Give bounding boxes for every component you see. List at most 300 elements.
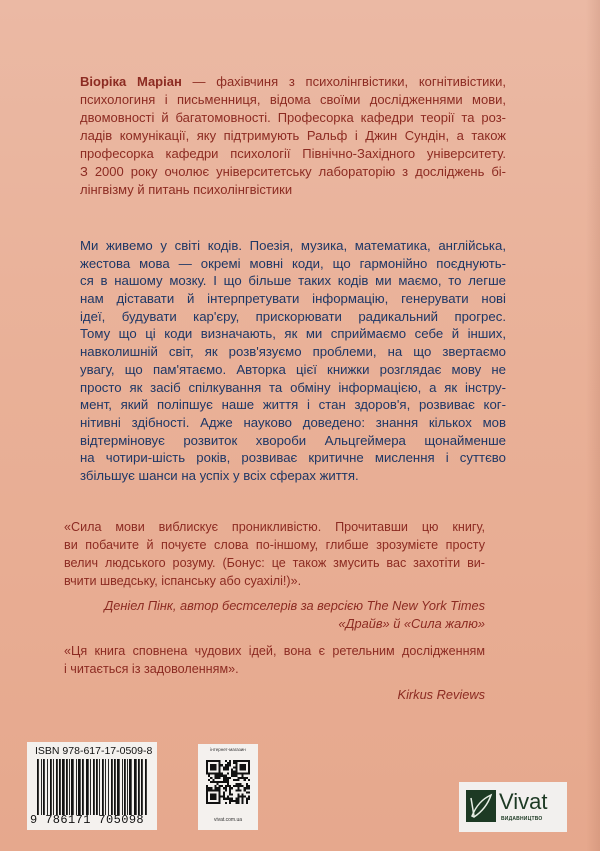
barcode-bar xyxy=(102,759,104,815)
qr-module xyxy=(240,783,242,785)
qr-module xyxy=(246,760,248,762)
qr-module xyxy=(246,791,248,793)
qr-module xyxy=(206,785,208,787)
qr-module xyxy=(242,777,244,779)
qr-module xyxy=(216,775,218,777)
qr-module xyxy=(219,781,221,783)
barcode-bar xyxy=(111,759,113,815)
bio-line: професорка кафедри психології Північно-Західного університету. xyxy=(80,146,506,161)
qr-module xyxy=(244,773,246,775)
qr-module xyxy=(242,796,244,798)
qr-module xyxy=(206,766,208,768)
qr-module xyxy=(231,800,233,802)
qr-module xyxy=(233,766,235,768)
qr-module xyxy=(210,789,212,791)
qr-module xyxy=(237,760,239,762)
qr-module xyxy=(246,798,248,800)
qr-module xyxy=(206,773,208,775)
qr-module xyxy=(248,785,250,787)
qr-module xyxy=(216,783,218,785)
barcode-bar xyxy=(66,759,68,815)
qr-module xyxy=(235,766,237,768)
qr-module xyxy=(231,773,233,775)
qr-module xyxy=(223,794,225,796)
qr-module xyxy=(233,760,235,762)
qr-module xyxy=(229,760,231,762)
qr-module xyxy=(223,766,225,768)
qr-module xyxy=(225,777,227,779)
qr-module xyxy=(206,794,208,796)
qr-module xyxy=(225,764,227,766)
qr-module xyxy=(235,802,237,804)
qr-module xyxy=(212,794,214,796)
qr-module xyxy=(208,787,210,789)
barcode-bar xyxy=(47,759,48,815)
qr-module xyxy=(223,796,225,798)
barcode-bar xyxy=(62,759,65,815)
qr-module xyxy=(227,773,229,775)
barcode-bar xyxy=(96,759,98,815)
barcode-bar xyxy=(43,759,45,815)
qr-module xyxy=(248,787,250,789)
book-description xyxy=(80,237,506,485)
quote-attribution-kirkus: Kirkus Reviews xyxy=(397,687,485,702)
qr-module xyxy=(214,787,216,789)
description-line: відтерміновує розвиток хвороби Альцгеймера щонайменше xyxy=(80,432,506,448)
qr-module xyxy=(214,794,216,796)
barcode-bar xyxy=(71,759,74,815)
qr-module xyxy=(214,789,216,791)
qr-module xyxy=(227,798,229,800)
qr-module xyxy=(242,760,244,762)
review-quote-kirkus xyxy=(64,642,485,678)
qr-module xyxy=(212,779,214,781)
qr-module xyxy=(225,768,227,770)
qr-module xyxy=(216,777,218,779)
qr-module xyxy=(212,781,214,783)
qr-module xyxy=(219,787,221,789)
qr-module xyxy=(244,768,246,770)
qr-module xyxy=(229,798,231,800)
qr-module xyxy=(212,796,214,798)
qr-module xyxy=(206,791,208,793)
attribution-line: Деніел Пінк, автор бестселерів за версією The New York Times xyxy=(104,598,485,613)
qr-module xyxy=(212,760,214,762)
qr-module xyxy=(206,796,208,798)
qr-module xyxy=(206,798,208,800)
qr-module xyxy=(225,785,227,787)
qr-module xyxy=(240,785,242,787)
qr-module xyxy=(219,762,221,764)
barcode-bar xyxy=(37,759,39,815)
qr-module xyxy=(223,798,225,800)
barcode-bar xyxy=(78,759,81,815)
qr-module xyxy=(248,766,250,768)
author-bio xyxy=(80,73,506,199)
barcode-bar xyxy=(145,759,147,815)
qr-module xyxy=(214,777,216,779)
qr-module xyxy=(242,775,244,777)
qr-module xyxy=(237,796,239,798)
qr-module xyxy=(246,773,248,775)
qr-code-label xyxy=(198,744,258,830)
qr-module xyxy=(210,794,212,796)
qr-module xyxy=(216,789,218,791)
cover-edge-shadow xyxy=(586,0,600,851)
qr-module xyxy=(214,781,216,783)
attribution-line: «Драйв» й «Сила жалю» xyxy=(338,616,485,631)
qr-module xyxy=(246,800,248,802)
qr-module xyxy=(248,796,250,798)
barcode-bar xyxy=(53,759,54,815)
bio-line: двомовності й багатомовності. Професорка кафедри теорії та роз- xyxy=(80,110,506,125)
bio-line: психологиня і письменниця, відома своїми дослідженнями мови, xyxy=(80,92,506,107)
qr-module xyxy=(229,785,231,787)
qr-module xyxy=(206,764,208,766)
qr-module xyxy=(235,762,237,764)
feather-logo-icon xyxy=(466,790,496,822)
qr-module xyxy=(225,779,227,781)
qr-module xyxy=(214,773,216,775)
qr-module xyxy=(219,764,221,766)
qr-module xyxy=(231,775,233,777)
qr-module xyxy=(235,773,237,775)
barcode-bar xyxy=(90,759,91,815)
qr-module xyxy=(206,802,208,804)
barcode-bar xyxy=(59,759,61,815)
qr-module xyxy=(225,760,227,762)
qr-module xyxy=(246,802,248,804)
qr-module xyxy=(229,802,231,804)
qr-module xyxy=(231,794,233,796)
qr-module xyxy=(248,791,250,793)
qr-module xyxy=(225,781,227,783)
qr-module xyxy=(235,770,237,772)
description-line: збільшує шанси на успіх у всіх сферах життя. xyxy=(80,467,359,483)
qr-module xyxy=(233,773,235,775)
qr-caption: інтернет-магазин xyxy=(210,747,246,752)
bio-line: Віоріка Маріан — фахівчиня з психолінгвістики, когнітивістики, xyxy=(80,74,506,89)
qr-module xyxy=(237,779,239,781)
qr-module xyxy=(214,802,216,804)
barcode-bar xyxy=(99,759,100,815)
bio-line: З 2000 року очолює університетську лабораторію з досліджень бі- xyxy=(80,164,506,179)
qr-module xyxy=(227,764,229,766)
qr-module xyxy=(221,775,223,777)
qr-module xyxy=(242,764,244,766)
qr-module xyxy=(219,794,221,796)
qr-module xyxy=(216,802,218,804)
qr-module xyxy=(231,787,233,789)
qr-module xyxy=(206,789,208,791)
qr-module xyxy=(248,760,250,762)
barcode-digits: 9 786171 705098 xyxy=(30,813,145,827)
qr-module xyxy=(233,785,235,787)
qr-module xyxy=(221,796,223,798)
description-line: жестова мова — окремі мовні коди, що гармонійно поєднують- xyxy=(80,255,506,271)
qr-module xyxy=(227,796,229,798)
qr-module xyxy=(231,768,233,770)
qr-module xyxy=(223,779,225,781)
qr-module xyxy=(240,796,242,798)
qr-module xyxy=(225,802,227,804)
qr-module xyxy=(206,770,208,772)
qr-module xyxy=(248,770,250,772)
qr-module xyxy=(223,791,225,793)
qr-module xyxy=(237,773,239,775)
qr-module xyxy=(240,764,242,766)
barcode-bar xyxy=(129,759,132,815)
qr-module xyxy=(237,777,239,779)
qr-module xyxy=(248,768,250,770)
qr-module xyxy=(231,798,233,800)
qr-module xyxy=(221,773,223,775)
barcode-bar xyxy=(124,759,126,815)
review-quote-pink xyxy=(64,518,485,590)
description-line: Тому що ці коди визначають, як ми сприймаємо себе й інших, xyxy=(80,326,506,342)
qr-module xyxy=(219,773,221,775)
qr-module xyxy=(208,802,210,804)
qr-module xyxy=(233,779,235,781)
qr-module xyxy=(240,760,242,762)
barcode-bar xyxy=(134,759,137,815)
bio-line: лінгвізму й питань психолінгвістики xyxy=(80,182,293,197)
qr-module xyxy=(210,766,212,768)
qr-module xyxy=(237,798,239,800)
qr-module xyxy=(244,764,246,766)
qr-module xyxy=(208,760,210,762)
qr-module xyxy=(227,766,229,768)
qr-module xyxy=(210,777,212,779)
qr-module xyxy=(242,794,244,796)
qr-module xyxy=(242,785,244,787)
publisher-logo xyxy=(459,782,567,832)
qr-module xyxy=(244,789,246,791)
qr-module xyxy=(237,785,239,787)
qr-module xyxy=(214,760,216,762)
qr-module xyxy=(248,762,250,764)
qr-module xyxy=(210,768,212,770)
qr-module xyxy=(244,766,246,768)
qr-module xyxy=(235,768,237,770)
qr-module xyxy=(214,764,216,766)
qr-module xyxy=(244,796,246,798)
quote-line: і читається із задоволенням». xyxy=(64,662,239,676)
qr-module xyxy=(223,777,225,779)
qr-module xyxy=(229,791,231,793)
barcode-bar xyxy=(138,759,140,815)
qr-module xyxy=(237,789,239,791)
qr-module xyxy=(227,779,229,781)
qr-module xyxy=(208,773,210,775)
qr-module xyxy=(246,785,248,787)
qr-module xyxy=(242,768,244,770)
barcode-bar xyxy=(127,759,128,815)
description-line: мент, який поліпшує наше життя і стан здоров'я, розвиває ког- xyxy=(80,397,506,413)
qr-module xyxy=(223,787,225,789)
qr-module xyxy=(216,781,218,783)
qr-module xyxy=(219,766,221,768)
qr-module xyxy=(235,785,237,787)
qr-module xyxy=(242,773,244,775)
qr-module xyxy=(219,768,221,770)
qr-module xyxy=(235,800,237,802)
qr-module xyxy=(206,768,208,770)
quote-line: вчити шведську, іспанську або суахілі!)». xyxy=(64,574,302,588)
qr-module xyxy=(240,773,242,775)
qr-module xyxy=(219,789,221,791)
qr-module xyxy=(214,796,216,798)
qr-module xyxy=(225,766,227,768)
qr-module xyxy=(240,766,242,768)
qr-module xyxy=(225,775,227,777)
qr-module xyxy=(242,800,244,802)
quote-line: ви побачите й почуєте слова по-іншому, глибше зрозумієте просту xyxy=(64,538,485,552)
barcode-icon xyxy=(37,759,149,815)
qr-module xyxy=(214,798,216,800)
qr-module xyxy=(237,787,239,789)
qr-module xyxy=(221,781,223,783)
qr-module xyxy=(227,777,229,779)
qr-module xyxy=(210,764,212,766)
qr-module xyxy=(212,768,214,770)
qr-module xyxy=(208,775,210,777)
qr-module xyxy=(219,791,221,793)
qr-module xyxy=(223,781,225,783)
barcode-bar xyxy=(117,759,120,815)
qr-module xyxy=(214,775,216,777)
qr-module xyxy=(216,787,218,789)
qr-module xyxy=(235,783,237,785)
qr-module xyxy=(219,770,221,772)
qr-module xyxy=(208,789,210,791)
qr-module xyxy=(237,783,239,785)
qr-module xyxy=(219,802,221,804)
qr-module xyxy=(229,787,231,789)
publisher-name: Vivat xyxy=(499,789,548,814)
qr-module xyxy=(223,768,225,770)
qr-module xyxy=(210,802,212,804)
qr-module xyxy=(242,802,244,804)
qr-module xyxy=(240,777,242,779)
barcode-bar xyxy=(93,759,95,815)
qr-module xyxy=(208,779,210,781)
qr-module xyxy=(219,798,221,800)
qr-module xyxy=(235,760,237,762)
qr-module xyxy=(246,787,248,789)
qr-module xyxy=(233,762,235,764)
isbn-barcode-label xyxy=(27,742,157,830)
qr-module xyxy=(221,764,223,766)
qr-module xyxy=(210,798,212,800)
qr-module xyxy=(227,783,229,785)
qr-url: vivat.com.ua xyxy=(213,817,243,823)
qr-module xyxy=(229,762,231,764)
description-line: нам діставати й інтерпретувати інформацію, генерувати нові xyxy=(80,291,506,307)
qr-module xyxy=(210,787,212,789)
qr-module xyxy=(235,779,237,781)
qr-module xyxy=(206,800,208,802)
description-line: нітивні здібності. Адже науково доведено: знання кількох мов xyxy=(80,414,506,430)
qr-module xyxy=(227,785,229,787)
publisher-subtitle: ВИДАВНИЦТВО xyxy=(501,816,543,822)
qr-module xyxy=(237,800,239,802)
qr-module xyxy=(246,783,248,785)
qr-module xyxy=(240,789,242,791)
qr-module xyxy=(235,789,237,791)
qr-module xyxy=(221,785,223,787)
qr-module xyxy=(219,760,221,762)
qr-module xyxy=(212,764,214,766)
qr-module xyxy=(210,781,212,783)
qr-module xyxy=(214,768,216,770)
barcode-bar xyxy=(122,759,123,815)
description-line: ідеї, будувати кар'єру, прискорювати радикальний прогрес. xyxy=(80,308,506,324)
qr-module xyxy=(225,787,227,789)
qr-module xyxy=(248,779,250,781)
qr-module xyxy=(242,798,244,800)
barcode-bar xyxy=(76,759,77,815)
qr-module xyxy=(233,775,235,777)
qr-module xyxy=(219,796,221,798)
qr-module xyxy=(212,802,214,804)
qr-module xyxy=(219,777,221,779)
qr-module xyxy=(233,770,235,772)
qr-module xyxy=(229,764,231,766)
qr-module xyxy=(229,777,231,779)
qr-module xyxy=(231,770,233,772)
qr-module xyxy=(233,800,235,802)
qr-module xyxy=(216,773,218,775)
bio-line: ладів комунікації, яку підтримують Ральф і Джин Сундін, а також xyxy=(80,128,506,143)
quote-line: велич людського розуму. (Бонус: це також змусить вас захотіти ви- xyxy=(64,556,485,570)
qr-module xyxy=(235,775,237,777)
qr-module xyxy=(214,766,216,768)
qr-module xyxy=(210,760,212,762)
qr-module xyxy=(248,798,250,800)
isbn-number: ISBN 978-617-17-0509-8 xyxy=(35,745,153,757)
description-line: Ми живемо у світі кодів. Поезія, музика, математика, англійська, xyxy=(80,238,506,253)
qr-module xyxy=(210,796,212,798)
barcode-bar xyxy=(82,759,84,815)
qr-module xyxy=(223,775,225,777)
qr-module xyxy=(244,760,246,762)
barcode-bar xyxy=(69,759,70,815)
barcode-bar xyxy=(56,759,58,815)
description-line: ся в нашому мозку. І що більше таких кодів ми маємо, то легше xyxy=(80,273,506,289)
barcode-bar xyxy=(141,759,143,815)
qr-module xyxy=(240,768,242,770)
qr-module xyxy=(235,764,237,766)
qr-module xyxy=(212,789,214,791)
qr-module xyxy=(225,789,227,791)
qr-module xyxy=(227,781,229,783)
qr-code-icon xyxy=(206,760,250,804)
qr-module xyxy=(244,779,246,781)
qr-module xyxy=(248,764,250,766)
description-line: навколишній світ, як розв'язуємо проблеми, на що звертаємо xyxy=(80,344,506,360)
qr-module xyxy=(244,787,246,789)
qr-module xyxy=(229,789,231,791)
qr-module xyxy=(235,798,237,800)
qr-module xyxy=(206,787,208,789)
qr-module xyxy=(212,773,214,775)
qr-module xyxy=(242,766,244,768)
qr-module xyxy=(246,777,248,779)
qr-module xyxy=(227,762,229,764)
quote-line: «Сила мови виблискує проникливістю. Прочитавши цю книгу, xyxy=(64,520,485,534)
qr-module xyxy=(248,773,250,775)
